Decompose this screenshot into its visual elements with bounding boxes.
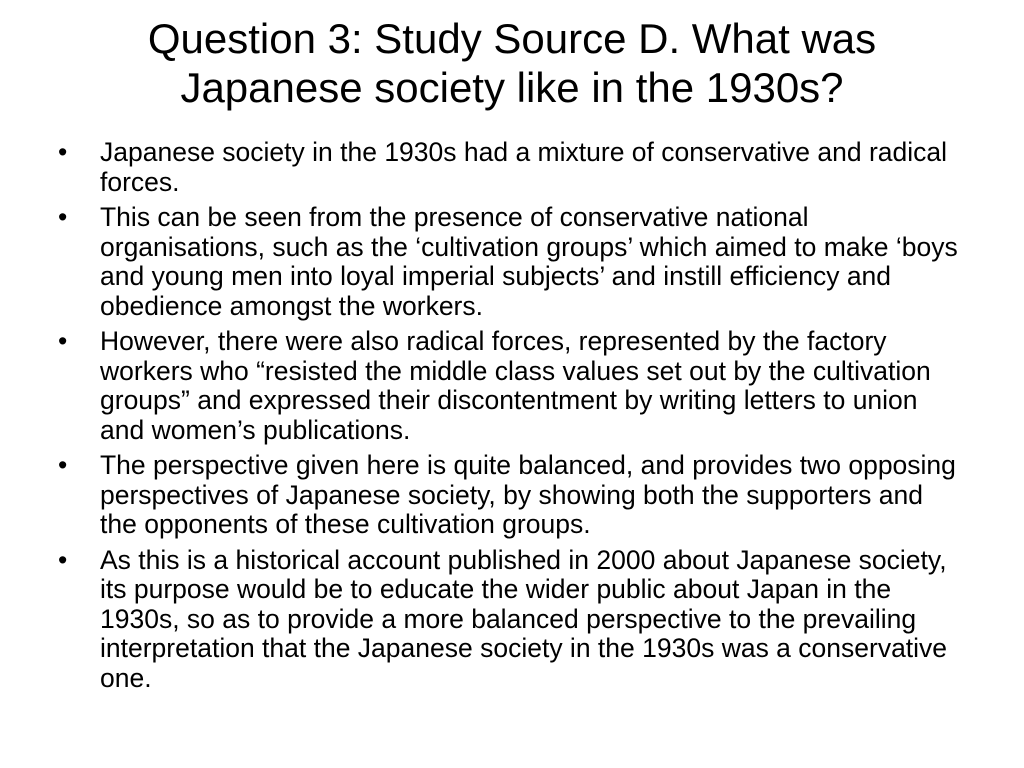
bullet-text-4: The perspective given here is quite balanced, and provides two opposing perspectives of Japanese society, by showing both the supporters and the opponents of these cultivation groups. (100, 450, 956, 539)
bullet-text-5: As this is a historical account published in 2000 about Japanese society, its purpose would be to educate the wider public about Japan in the 1930s, so as to provide a more balanced perspective to the prevailing interpretation that the Japanese society in the 1930s was a conservative one. (100, 544, 948, 693)
bullet-text-3: However, there were also radical forces, represented by the factory workers who “resisted the middle class values set out by the cultivation groups” and expressed their discontentment by writing letters to union and women’s publications. (100, 326, 931, 445)
bullet-item-4 (54, 451, 964, 540)
bullet-dot-icon: • (58, 450, 68, 480)
bullet-item-2 (54, 203, 964, 321)
bullet-dot-icon: • (58, 137, 68, 167)
bullet-item-1 (54, 138, 964, 197)
bullet-text-1: Japanese society in the 1930s had a mixture of conservative and radical forces. (100, 137, 948, 197)
bullet-dot-icon: • (58, 202, 68, 232)
bullet-item-3 (54, 327, 964, 445)
slide-title: Question 3: Study Source D. What was Japanese society like in the 1930s? (147, 15, 877, 111)
bullet-text-2: This can be seen from the presence of conservative national organisations, such as the ‘cultivation groups’ which aimed to make ‘boys and young men into loyal imperial subjects’ and instill efficiency and obedience amongst the workers. (100, 202, 958, 321)
bullet-dot-icon: • (58, 326, 68, 356)
bullet-list (54, 138, 964, 699)
bullet-item-5 (54, 546, 964, 694)
bullet-dot-icon: • (58, 544, 68, 575)
